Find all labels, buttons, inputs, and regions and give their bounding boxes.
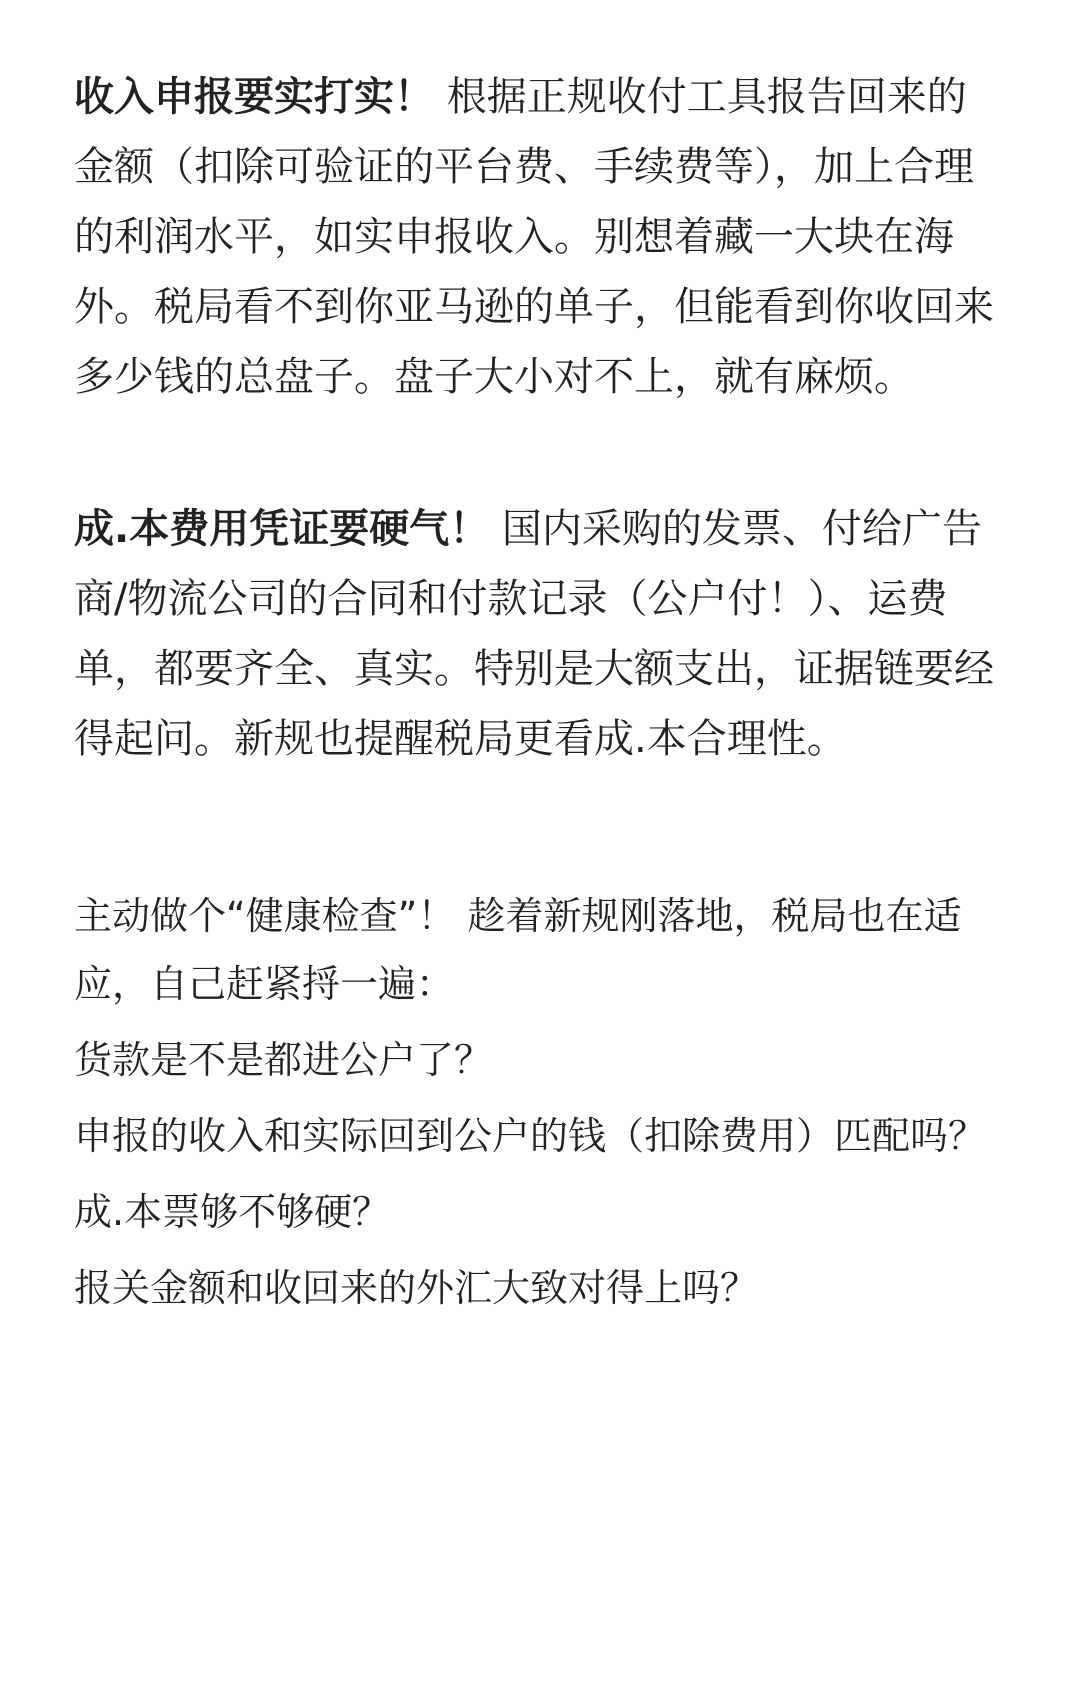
- section-spacer: [74, 412, 1006, 494]
- section-cost-vouchers: [74, 494, 1006, 774]
- section-cost-vouchers-heading: 成.本费用凭证要硬气！: [74, 506, 490, 552]
- checklist-item: 货款是不是都进公户了？: [74, 1038, 493, 1082]
- section-income-declaration-body: 根据正规收付工具报告回来的金额（扣除可验证的平台费、手续费等），加上合理的利润水平，如实申报收入。别想着藏一大块在海外。税局看不到你亚马逊的单子，但能看到你收回来多少钱的总盘子。盘子大小对不上，就有麻烦。: [74, 74, 994, 400]
- checklist-item: 报关金额和收回来的外汇大致对得上吗？: [74, 1266, 759, 1310]
- section-health-check: [74, 882, 1006, 1322]
- section-income-declaration-heading: 收入申报要实打实！: [74, 74, 434, 120]
- checklist-item: 成.本票够不够硬？: [74, 1190, 391, 1234]
- section-spacer: [74, 774, 1006, 882]
- section-health-check-intro: 主动做个“健康检查”！ 趁着新规刚落地，税局也在适应，自己赶紧捋一遍：: [74, 894, 962, 1006]
- checklist-item: 申报的收入和实际回到公户的钱（扣除费用）匹配吗？: [74, 1114, 987, 1158]
- section-cost-vouchers-body: 国内采购的发票、付给广告商/物流公司的合同和付款记录（公户付！）、运费单，都要齐全、真实。特别是大额支出，证据链要经得起问。新规也提醒税局更看成.本合理性。: [74, 506, 994, 762]
- section-income-declaration: [74, 62, 1006, 412]
